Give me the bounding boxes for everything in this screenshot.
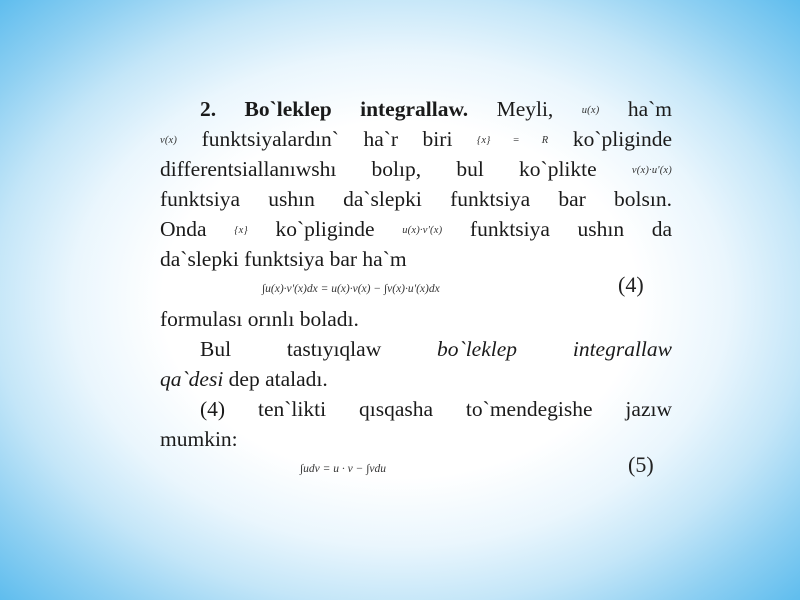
paragraph-line	[160, 184, 672, 214]
formula-5-line	[160, 454, 672, 484]
section-heading: 2. Bo`leklep integrallaw.	[200, 97, 469, 121]
text: (4) ten`likti qısqasha to`mendegishe jazıw	[200, 397, 672, 421]
formula-4: ∫u(x)·v'(x)dx = u(x)·v(x) − ∫v(x)·u'(x)dx	[262, 283, 440, 295]
paragraph-line	[160, 94, 672, 124]
text: dep ataladı.	[228, 367, 328, 391]
text: funktsiya ushın da	[469, 217, 673, 241]
paragraph-line	[160, 124, 672, 154]
paragraph-line	[160, 154, 672, 184]
text: ha`m	[627, 97, 672, 121]
formula-4-line	[160, 274, 672, 304]
paragraph-line	[160, 334, 672, 364]
math-uv: u(x)·v'(x)	[402, 225, 443, 236]
math-u: u(x)	[581, 105, 600, 116]
document-body	[160, 94, 672, 484]
text: Onda	[160, 217, 207, 241]
math-vu: v(x)·u'(x)	[631, 165, 672, 176]
paragraph-line	[160, 304, 672, 334]
formula-5: ∫udv = u · v − ∫vdu	[300, 463, 387, 475]
math-v: v(x)	[160, 135, 178, 146]
paragraph-line	[160, 424, 672, 454]
text: ko`pliginde	[572, 127, 672, 151]
text: funktsiya ushın da`slepki funktsiya bar bolsın.	[160, 187, 672, 211]
text: ko`pliginde	[275, 217, 375, 241]
paragraph-line	[160, 244, 672, 274]
paragraph-line	[160, 394, 672, 424]
text: Bul tastıyıqlaw	[200, 337, 382, 361]
math-set: {x} = R	[476, 135, 549, 146]
text: differentsiallanıwshı bolıp, bul ko`plikte	[160, 157, 597, 181]
text: formulası orınlı boladı.	[160, 307, 359, 331]
paragraph-line	[160, 364, 672, 394]
equation-number-4: (4)	[618, 272, 644, 297]
paragraph-line	[160, 214, 672, 244]
emphasis: bo`leklep integrallaw	[437, 337, 672, 361]
math-x-set: {x}	[234, 225, 248, 236]
text: funktsiyalardın` ha`r biri	[201, 127, 453, 151]
equation-number-5: (5)	[628, 452, 654, 477]
emphasis: qa`desi	[160, 367, 224, 391]
text: mumkin:	[160, 427, 238, 451]
text: da`slepki funktsiya bar ha`m	[160, 247, 407, 271]
text: Meyli,	[496, 97, 554, 121]
